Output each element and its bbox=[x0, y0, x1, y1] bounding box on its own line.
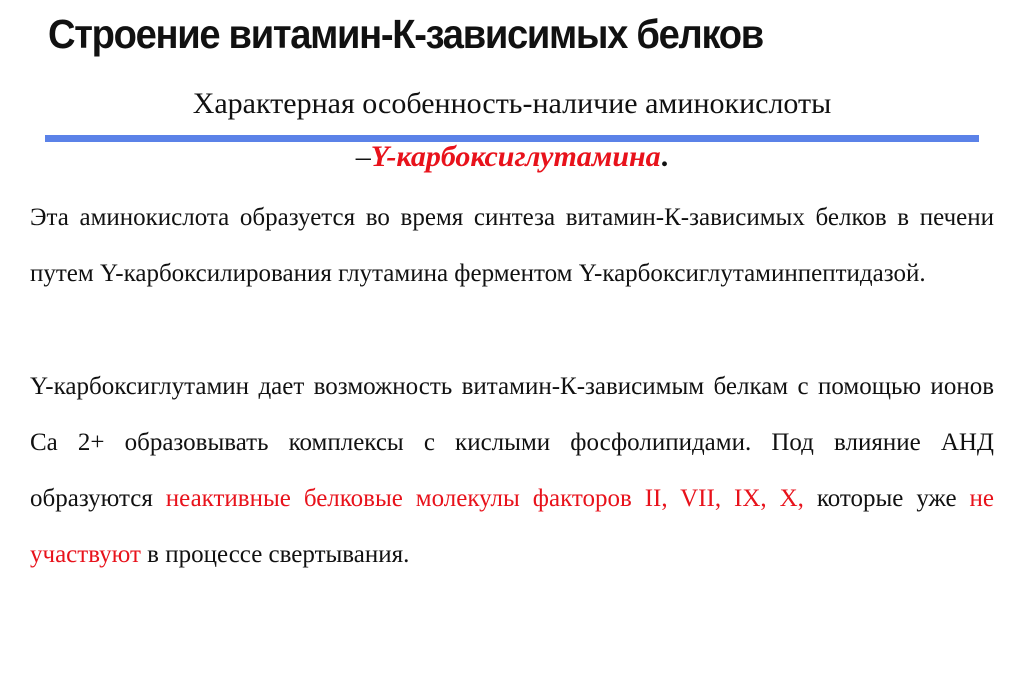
subtitle-line: Характерная особенность-наличие аминокислоты bbox=[192, 87, 832, 120]
paragraph-text-part3: в процессе свертывания. bbox=[140, 541, 410, 568]
highlight-inactive-factors: неактивные белковые молекулы факторов II, VII, IX, X, bbox=[165, 485, 804, 512]
slide-title: Строение витамин-К-зависимых белков bbox=[48, 11, 763, 57]
paragraph-text-part1: Y-карбоксиглутамин дает возможность витамин-К-зависимым белкам с помощью ионов Са 2+ образовывать комплексы с кислыми фосфолипидами. Под влияние АНД образуются bbox=[30, 373, 994, 512]
subtitle-term-line bbox=[0, 137, 1024, 177]
highlighted-term: Y-карбоксиглутамина bbox=[370, 140, 661, 173]
highlight-not-participate: не участвуют bbox=[30, 485, 994, 568]
subtitle-dash: – bbox=[355, 140, 371, 173]
paragraph-function bbox=[30, 359, 994, 583]
paragraph-synthesis: Эта аминокислота образуется во время синтеза витамин-К-зависимых белков в печени путем Y-карбоксилирования глутамина ферментом Y-карбоксиглутаминпептидазой. bbox=[30, 204, 994, 287]
subtitle-period: . bbox=[660, 140, 669, 173]
paragraph-text-part2: которые уже bbox=[803, 485, 970, 512]
